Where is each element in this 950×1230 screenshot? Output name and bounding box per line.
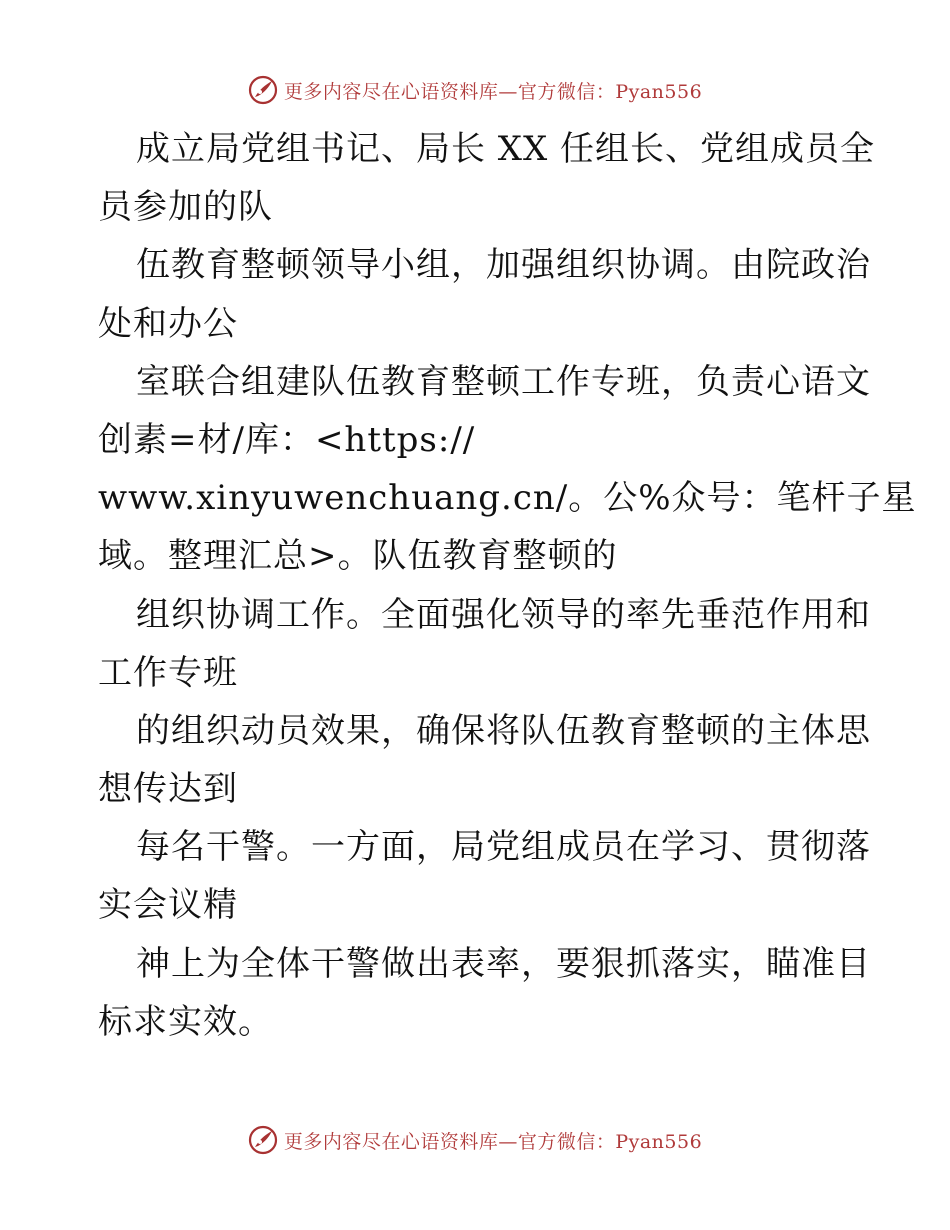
footer-banner-text: 更多内容尽在心语资料库—官方微信：Pyan556 [283,1130,703,1153]
paragraph-line: www.xinyuwenchuang.cn/。公%众号：笔杆子星 [98,478,917,519]
paragraph-line: 域。整理汇总>。队伍教育整顿的 [98,536,618,577]
paragraph-line: 工作专班 [98,652,238,693]
quill-logo-icon [248,75,278,105]
footer-watermark-banner [0,1120,950,1160]
paragraph-line: 员参加的队 [98,187,273,228]
paragraph-line: 实会议精 [98,885,238,926]
paragraph-line: 室联合组建队伍教育整顿工作专班，负责心语文 [136,361,871,402]
header-banner-text: 更多内容尽在心语资料库—官方微信：Pyan556 [283,80,703,103]
paragraph-line: 组织协调工作。全面强化领导的率先垂范作用和 [136,594,871,635]
header-watermark-banner [0,70,950,110]
paragraph-line: 创素=材/库：<https:// [98,419,476,460]
paragraph-line: 想传达到 [98,769,238,810]
paragraph-line: 成立局党组书记、局长 XX 任组长、党组成员全 [136,129,876,169]
quill-logo-icon [248,1125,278,1155]
paragraph-line: 的组织动员效果，确保将队伍教育整顿的主体思 [136,710,871,751]
paragraph-line: 处和办公 [98,303,238,344]
paragraph-line: 标求实效。 [98,1001,273,1042]
paragraph-line: 每名干警。一方面，局党组成员在学习、贯彻落 [136,827,871,868]
paragraph-line: 神上为全体干警做出表率，要狠抓落实，瞄准目 [136,943,871,984]
document-body [98,120,917,1051]
paragraph-line: 伍教育整顿领导小组，加强组织协调。由院政治 [136,245,871,286]
